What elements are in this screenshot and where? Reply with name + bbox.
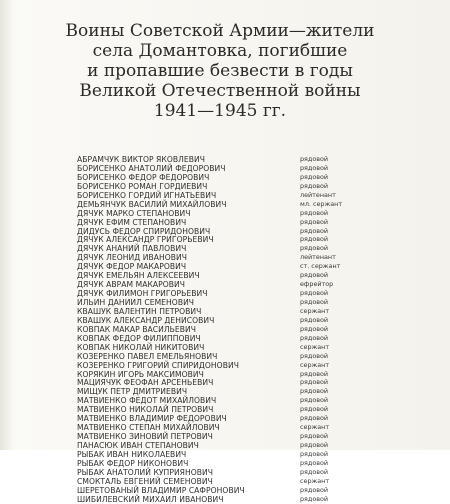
list-item <box>77 405 377 414</box>
soldier-rank: рядовой <box>300 378 329 387</box>
soldier-rank: рядовой <box>300 458 329 467</box>
soldier-rank: лейтенант <box>300 253 336 262</box>
list-item <box>77 182 377 191</box>
soldier-rank: рядовой <box>300 298 329 306</box>
list-item <box>77 307 377 316</box>
soldier-name: ШИБИЛЕВСКИЙ МИХАИЛ ИВАНОВИЧ <box>77 494 224 504</box>
soldier-name: РЫБАК ИВАН НИКОЛАЕВИЧ <box>77 449 187 459</box>
soldier-name: ДЯЧУК АНАНИЙ ПАВЛОВИЧ <box>77 244 187 254</box>
soldier-rank: рядовой <box>300 396 329 405</box>
soldier-name: МИЩУК ПЕТР ДМИТРИЕВИЧ <box>77 387 188 397</box>
soldier-rank: рядовой <box>300 271 329 280</box>
soldier-rank: рядовой <box>300 494 329 503</box>
list-item <box>77 486 377 495</box>
names-list <box>77 155 377 504</box>
soldier-name: МАТВИЕНКО ЗИНОВИЙ ПЕТРОВИЧ <box>77 432 213 442</box>
soldier-name: ДЯЧУК ЛЕОНИД ИВАНОВИЧ <box>77 253 187 263</box>
soldier-rank: рядовой <box>300 163 329 172</box>
list-item <box>77 459 377 468</box>
list-item <box>77 235 377 244</box>
soldier-name: СМОКТАЛЬ ЕВГЕНИЙ СЕМЕНОВИЧ <box>77 476 213 486</box>
soldier-name: ДЯЧУК АЛЕКСАНДР ГРИГОРЬЕВИЧ <box>77 235 214 245</box>
soldier-name: КОЗЕРЕНКО ПАВЕЛ ЕМЕЛЬЯНОВИЧ <box>77 351 218 361</box>
soldier-name: МАТВИЕНКО НИКОЛАЙ ПЕТРОВИЧ <box>77 405 214 415</box>
list-item <box>77 298 377 307</box>
soldier-name: ДИДУСЬ ФЕДОР СПИРИДОНОВИЧ <box>77 226 211 236</box>
list-item <box>77 218 377 227</box>
soldier-name: МАТВИЕНКО ФЕДОТ МИХАЙЛОВИЧ <box>77 396 217 406</box>
title-years: 1941—1945 гг. <box>153 101 287 121</box>
list-item <box>77 173 377 182</box>
soldier-name: МАЦИЯЧУК ФЕОФАН АРСЕНЬЕВИЧ <box>77 378 214 388</box>
soldier-rank: ст. сержант <box>300 262 341 271</box>
list-item <box>77 432 377 441</box>
list-item <box>77 477 377 486</box>
soldier-rank: рядовой <box>300 441 329 449</box>
soldier-name: ПАНАСЮК ИВАН СТЕПАНОВИЧ <box>77 441 199 450</box>
soldier-rank: сержант <box>300 360 330 369</box>
soldier-rank: сержант <box>300 306 330 315</box>
list-item <box>77 387 377 396</box>
soldier-rank: сержант <box>300 342 330 351</box>
soldier-rank: рядовой <box>300 467 329 476</box>
list-item <box>77 316 377 325</box>
soldier-name: КОВПАК ФЕДОР ФИЛИППОВИЧ <box>77 333 201 343</box>
title-line: села Домантовка, погибшие <box>92 41 348 61</box>
soldier-rank: сержант <box>300 476 330 485</box>
soldier-name: АБРАМЧУК ВИКТОР ЯКОВЛЕВИЧ <box>77 155 205 164</box>
list-item <box>77 450 377 459</box>
soldier-rank: рядовой <box>300 181 329 190</box>
list-item <box>77 361 377 370</box>
page-title <box>40 21 400 121</box>
soldier-name: ШЕРЕТОВАНЫЙ ВЛАДИМИР САФРОНОВИЧ <box>77 485 245 495</box>
title-line: Великой Отечественной войны <box>79 81 361 101</box>
soldier-name: КОВПАК МАКАР ВАСИЛЬЕВИЧ <box>77 324 196 334</box>
soldier-name: БОРИСЕНКО АНАТОЛИЙ ФЕДОРОВИЧ <box>77 163 226 173</box>
soldier-name: МАТВИЕНКО СТЕПАН МИХАЙЛОВИЧ <box>77 423 220 433</box>
soldier-name: РЫБАК ФЕДОР НИКОНОВИЧ <box>77 458 189 468</box>
soldier-name: БОРИСЕНКО ГОРДИЙ ИГНАТЬЕВИЧ <box>77 190 217 200</box>
soldier-name: ДЯЧУК ФИЛИМОН ГРИГОРЬЕВИЧ <box>77 289 208 299</box>
soldier-name: ДЯЧУК АВРАМ МАКАРОВИЧ <box>77 280 186 290</box>
list-item <box>77 155 377 164</box>
soldier-rank: рядовой <box>300 387 329 396</box>
list-item <box>77 334 377 343</box>
list-item <box>77 441 377 450</box>
soldier-name: ДЕМЬЯНЧУК ВАСИЛИЙ МИХАЙЛОВИЧ <box>77 199 227 209</box>
list-item <box>77 378 377 387</box>
soldier-rank: рядовой <box>300 405 329 414</box>
soldier-name: ДЯЧУК МАРКО СТЕПАНОВИЧ <box>77 208 191 218</box>
soldier-name: МАТВИЕНКО ВЛАДИМИР ФЕДОРОВИЧ <box>77 414 227 424</box>
soldier-rank: рядовой <box>300 289 329 298</box>
soldier-name: КОВПАК НИКОЛАЙ НИКИТОВИЧ <box>77 342 205 352</box>
soldier-rank: рядовой <box>300 369 329 378</box>
soldier-rank: рядовой <box>300 414 329 423</box>
soldier-rank: рядовой <box>300 208 329 217</box>
soldier-name: ДЯЧУК ЕФИМ СТЕПАНОВИЧ <box>77 217 187 227</box>
list-item <box>77 227 377 236</box>
soldier-rank: рядовой <box>300 351 329 360</box>
list-item <box>77 468 377 477</box>
list-item <box>77 262 377 271</box>
list-item <box>77 495 377 504</box>
soldier-rank: сержант <box>300 423 330 432</box>
soldier-rank: рядовой <box>300 155 329 163</box>
list-item <box>77 352 377 361</box>
soldier-name: БОРИСЕНКО ФЕДОР ФЕДОРОВИЧ <box>77 172 210 182</box>
soldier-rank: рядовой <box>300 226 329 235</box>
list-item <box>77 191 377 200</box>
list-item <box>77 200 377 209</box>
list-item <box>77 370 377 379</box>
list-item <box>77 343 377 352</box>
soldier-rank: рядовой <box>300 432 329 441</box>
list-item <box>77 289 377 298</box>
soldier-name: КОРЯКИН ИГОРЬ МАКСИМОВИЧ <box>77 369 204 379</box>
soldier-rank: рядовой <box>300 172 329 181</box>
soldier-rank: лейтенант <box>300 190 336 199</box>
soldier-name: КОЗЕРЕНКО ГРИГОРИЙ СПИРИДОНОВИЧ <box>77 360 239 370</box>
list-item <box>77 414 377 423</box>
list-item <box>77 253 377 262</box>
soldier-rank: рядовой <box>300 235 329 244</box>
title-line: и пропавшие безвести в годы <box>87 61 353 81</box>
soldier-rank: рядовой <box>300 324 329 333</box>
soldier-name: ИЛЬИН ДАНИИЛ СЕМЕНОВИЧ <box>77 298 195 307</box>
soldier-name: ДЯЧУК ФЕДОР МАКАРОВИЧ <box>77 262 187 272</box>
list-item <box>77 396 377 405</box>
list-item <box>77 209 377 218</box>
soldier-name: КВАШУК ВАЛЕНТИН ПЕТРОВИЧ <box>77 306 202 316</box>
soldier-name: РЫБАК АНАТОЛИЙ КУПРИЯНОВИЧ <box>77 467 214 477</box>
list-item <box>77 244 377 253</box>
soldier-rank: рядовой <box>300 449 329 458</box>
list-item <box>77 423 377 432</box>
list-item <box>77 280 377 289</box>
soldier-rank: ефрейтор <box>300 280 334 289</box>
soldier-name: КВАШУК АЛЕКСАНДР ДЕНИСОВИЧ <box>77 315 215 325</box>
soldier-name: БОРИСЕНКО РОМАН ГОРДИЕВИЧ <box>77 181 208 191</box>
soldier-rank: рядовой <box>300 217 329 226</box>
soldier-name: ДЯЧУК ЕМЕЛЬЯН АЛЕКСЕЕВИЧ <box>77 271 200 281</box>
soldier-rank: рядовой <box>300 485 329 494</box>
page-gutter-shadow <box>0 0 14 450</box>
soldier-rank: рядовой <box>300 333 329 342</box>
soldier-rank: мл. сержант <box>300 199 343 208</box>
list-item <box>77 325 377 334</box>
soldier-rank: рядовой <box>300 315 329 324</box>
list-item <box>77 271 377 280</box>
list-item <box>77 164 377 173</box>
title-line: Воины Советской Армии—жители <box>65 21 375 41</box>
soldier-rank: рядовой <box>300 244 329 253</box>
